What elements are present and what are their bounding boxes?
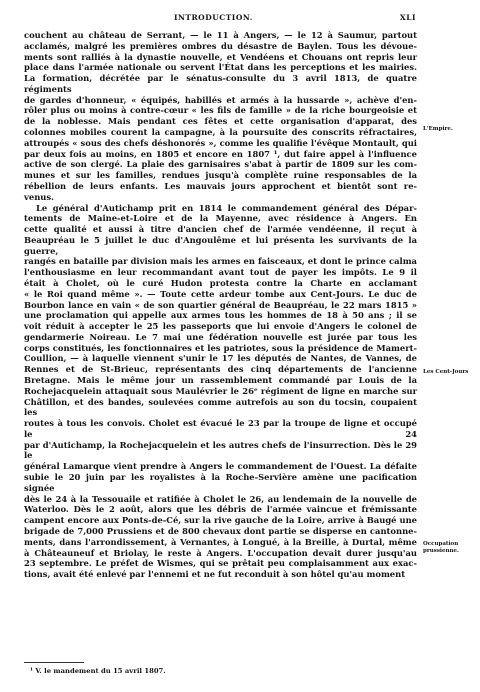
marginal-note-cent-jours: Les Cent-Jours	[423, 369, 469, 375]
text-line: Coullion, — à laquelle viennent s'unir le 17 les députés de Nantes, de Vannes, de	[24, 353, 417, 364]
text-line: rangés en bataille par division mais les armes en faisceaux, et dont le prince calma	[24, 256, 417, 267]
text-line: rébellion de leurs enfants. Les mauvais jours approchent et bientôt sont re-	[24, 180, 417, 191]
text-line: routes à tous les convois. Cholet est évacué le 23 par la troupe de ligne et occupé le 24	[24, 418, 417, 439]
text-line: tements de Maine-et-Loire et de la Mayenne, avec résidence à Angers. En	[24, 213, 417, 224]
footnote-divider	[24, 662, 84, 663]
text-line: ments, dans l'arrondissement, à Vernantes, à Longué, à la Breille, à Durtal, même	[24, 536, 417, 547]
text-line: Beaupréau le 5 juillet le duc d'Angoulême et lui présenta les survivants de la guerre,	[24, 234, 417, 256]
text-line: La formation, décrétée par le sénatus-consulte du 3 avril 1813, de quatre régiments	[24, 73, 417, 94]
text-line: active de son clergé. La plaie des garnisaires s'abat à partir de 1809 sur les com-	[24, 159, 417, 170]
text-line: subie le 20 juin par les royalistes à la Roche-Servière amène une pacification signée	[24, 472, 417, 493]
paragraph	[24, 30, 417, 203]
paragraph	[24, 203, 417, 580]
text-line: attroupés « sous des chefs déshonorés », comme les qualifie l'évêque Montault, qui	[24, 137, 417, 148]
text-line: une proclamation qui appelle aux armes tous les hommes de 18 à 50 ans ; il se	[24, 310, 417, 321]
text-line: voit réduit à accepter le 25 les passeports que lui envoie d'Angers le colonel de	[24, 321, 417, 332]
text-line: place dans l'armée nationale ou servent l'État dans les perceptions et les mairies.	[24, 62, 417, 73]
text-line: Bourbon lance en vain « de son quartier général de Beaupréau, le 22 mars 1815 »	[24, 299, 417, 310]
text-line: Bretagne. Mais le même jour un rassemblement commandé par Louis de la	[24, 375, 417, 385]
text-line: Le général d'Autichamp prit en 1814 le commandement général des Dépar-	[36, 202, 417, 213]
text-line: était à Cholet, où le curé Hudon protesta contre la Charte en acclamant	[24, 277, 417, 288]
text-line: de gardes d'honneur, « équipés, habillés et armés à la hussarde », achève d'en-	[24, 94, 417, 105]
body-text	[24, 30, 417, 580]
text-line: cette qualité et aussi à titre d'ancien chef de l'armée vendéenne, il reçut à	[24, 224, 417, 235]
text-line: l'enthousiasme en leur recommandant avant tout de payer les impôts. Le 9 il	[24, 267, 417, 278]
text-line: Rochejacquelein attaquait sous Maulévrier le 26ᵉ régiment de ligne en marche sur	[24, 385, 417, 396]
running-title: INTRODUCTION.	[174, 13, 253, 22]
text-line: colonnes mobiles courent la campagne, à la poursuite des conscrits réfractaires,	[24, 127, 417, 138]
text-line: à Châteauneuf et Briolay, le reste à Angers. L'occupation devait durer jusqu'au	[24, 547, 417, 558]
text-line: dès le 24 à la Tessouaile et ratifiée à Cholet le 26, au lendemain de la nouvelle de	[24, 493, 417, 504]
footnote: ¹ V. le mandement du 15 avril 1807.	[30, 667, 166, 675]
text-line: Châtillon, et des bandes, soulevées comme autrefois au son du tocsin, coupaient les	[24, 396, 417, 418]
text-line: 23 septembre. Le préfet de Wismes, qui se prêtait peu complaisamment aux exac-	[24, 558, 417, 569]
page-number: XLI	[399, 13, 416, 22]
text-line: de la noblesse. Mais pendant ces fêtes et cette organisation d'apparat, des	[24, 116, 417, 127]
marginal-note-empire: L'Empire.	[423, 126, 453, 132]
text-line: munes et sur les familles, rendues jusqu'à complète ruine responsables de la	[24, 170, 417, 181]
text-line: rôler plus ou moins à contre-cœur « les fils de famille » de la riche bourgeoisie et	[24, 105, 417, 116]
text-line: venus.	[24, 191, 55, 202]
text-line: par deux fois au moins, en 1805 et encore en 1807 ¹, dut faire appel à l'influence	[24, 148, 417, 159]
text-line: général Lamarque vient prendre à Angers le commandement de l'Ouest. La défaite	[24, 461, 417, 472]
text-line: campent encore aux Ponts-de-Cé, sur la rive gauche de la Loire, arrive à Baugé une	[24, 515, 417, 526]
text-line: brigade de 7,000 Prussiens et de 800 chevaux dont partie se disperse en cantonne-	[24, 525, 417, 536]
text-line: corps constitués, les fonctionnaires et les patriotes, sous la présidence de Mamert-	[24, 342, 417, 353]
text-line: par d'Autichamp, la Rochejacquelein et les autres chefs de l'insurrection. Dès le 29 le	[24, 439, 417, 461]
text-line: Waterloo. Dès le 2 août, alors que les débris de l'armée vaincue et frémissante	[24, 504, 417, 515]
text-line: gendarmerie Noireau. Le 7 mai une fédération nouvelle est jurée par tous les	[24, 331, 417, 342]
text-line: ments sont ralliés à la dynastie nouvelle, et Vendéens et Chouans ont repris leur	[24, 51, 417, 62]
text-line: tions, avait été enlevé par l'ennemi et ne fut reconduit à son hôtel qu'au moment	[24, 569, 406, 580]
marginal-note-occupation: Occupation prussienne.	[423, 541, 459, 554]
text-line: acclamés, malgré les premières ombres du désastre de Baylen. Tous les dévoue-	[24, 40, 417, 51]
text-line: couchent au château de Serrant, — le 11 à Angers, — le 12 à Saumur, partout	[24, 30, 417, 40]
text-line: Rennes et de St-Brieuc, représentants des cinq départements de l'ancienne	[24, 364, 417, 375]
text-line: « le Roi quand même ». — Toute cette ardeur tombe aux Cent-Jours. Le duc de	[24, 288, 417, 299]
